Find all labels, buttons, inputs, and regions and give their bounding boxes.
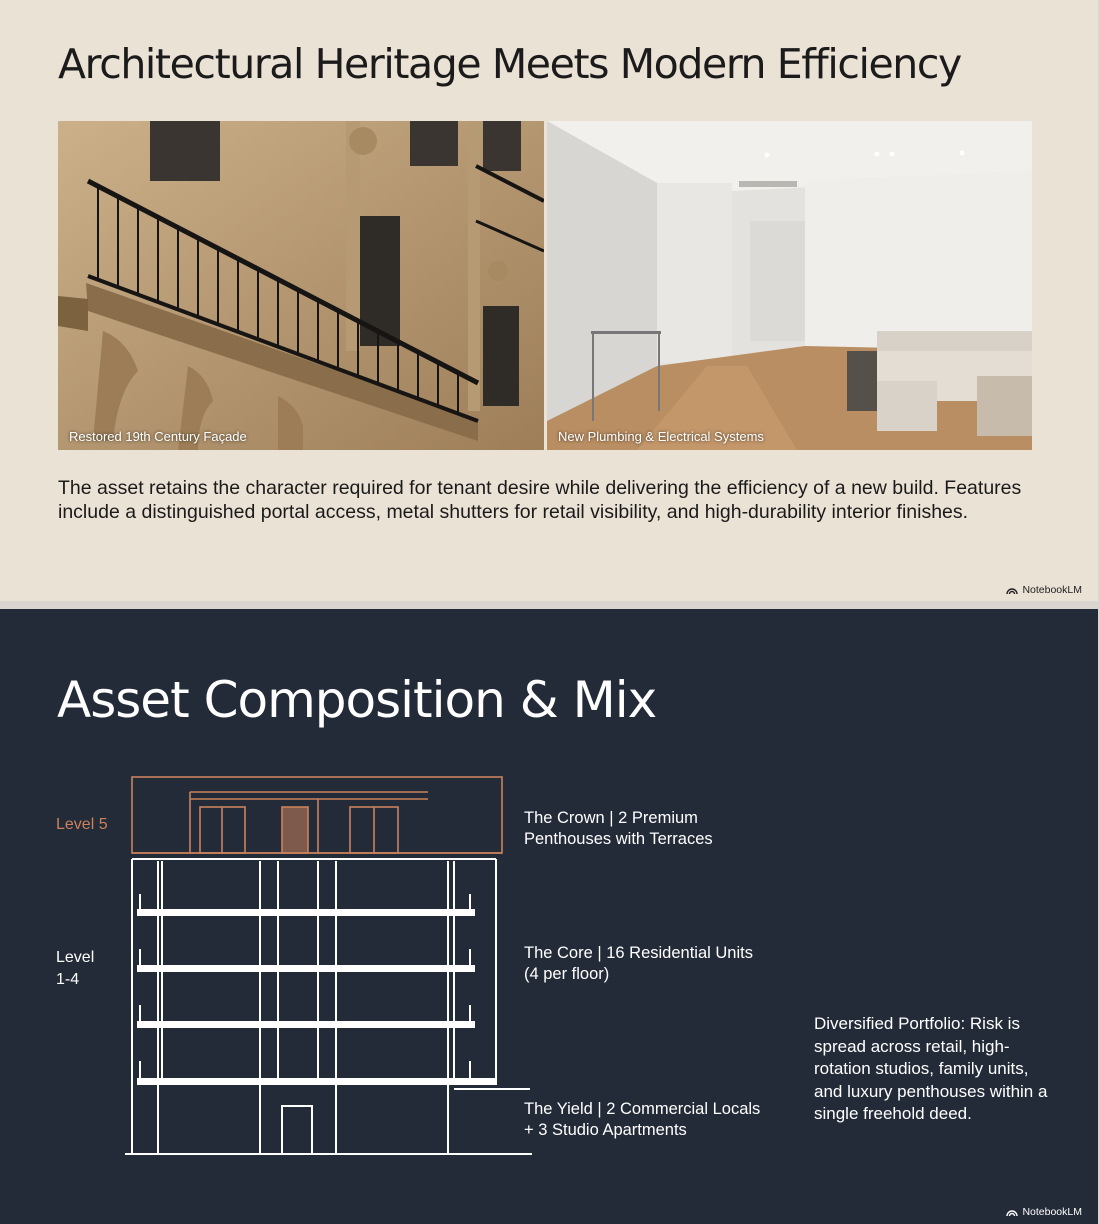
penthouse-outline [132, 777, 502, 853]
facade-photo [58, 121, 544, 450]
desc-line: Penthouses with Terraces [524, 830, 713, 848]
building-outline [125, 859, 532, 1154]
notebooklm-brand [1006, 1206, 1082, 1218]
photo-caption: Restored 19th Century Façade [69, 429, 247, 444]
level-label-line: Level [56, 949, 95, 966]
yield-description [524, 1099, 760, 1141]
desc-line: (4 per floor) [524, 965, 610, 983]
core-description [524, 943, 753, 985]
slide-title: Asset Composition & Mix [57, 671, 657, 729]
interior-photo [547, 121, 1032, 450]
level-1-4-label [56, 947, 94, 991]
brand-label: NotebookLM [1022, 1206, 1082, 1218]
photo-caption: New Plumbing & Electrical Systems [558, 429, 764, 444]
crown-description [524, 808, 713, 850]
brand-label: NotebookLM [1022, 584, 1082, 596]
slide-architectural-heritage [0, 0, 1098, 601]
desc-line: The Crown | 2 Premium [524, 809, 698, 827]
level-label-line: 1-4 [56, 971, 80, 988]
slide-title: Architectural Heritage Meets Modern Efficiency [58, 40, 961, 88]
desc-line: The Core | 16 Residential Units [524, 944, 753, 962]
body-paragraph: The asset retains the character required for tenant desire while delivering the efficiency of a new build. Features include a distinguished portal access, metal shutters for retail visibility, and high-durability interior finishes. [58, 477, 1022, 523]
notebooklm-brand [1006, 584, 1082, 596]
desc-line: + 3 Studio Apartments [524, 1121, 687, 1139]
level-5-label: Level 5 [56, 816, 108, 833]
desc-line: The Yield | 2 Commercial Locals [524, 1100, 761, 1118]
notebooklm-icon [1006, 1208, 1018, 1217]
portfolio-note: Diversified Portfolio: Risk is spread across retail, high-rotation studios, family units, and luxury penthouses within a single freehold deed. [814, 1014, 1048, 1123]
notebooklm-icon [1006, 586, 1018, 595]
slide-asset-composition [0, 609, 1098, 1224]
